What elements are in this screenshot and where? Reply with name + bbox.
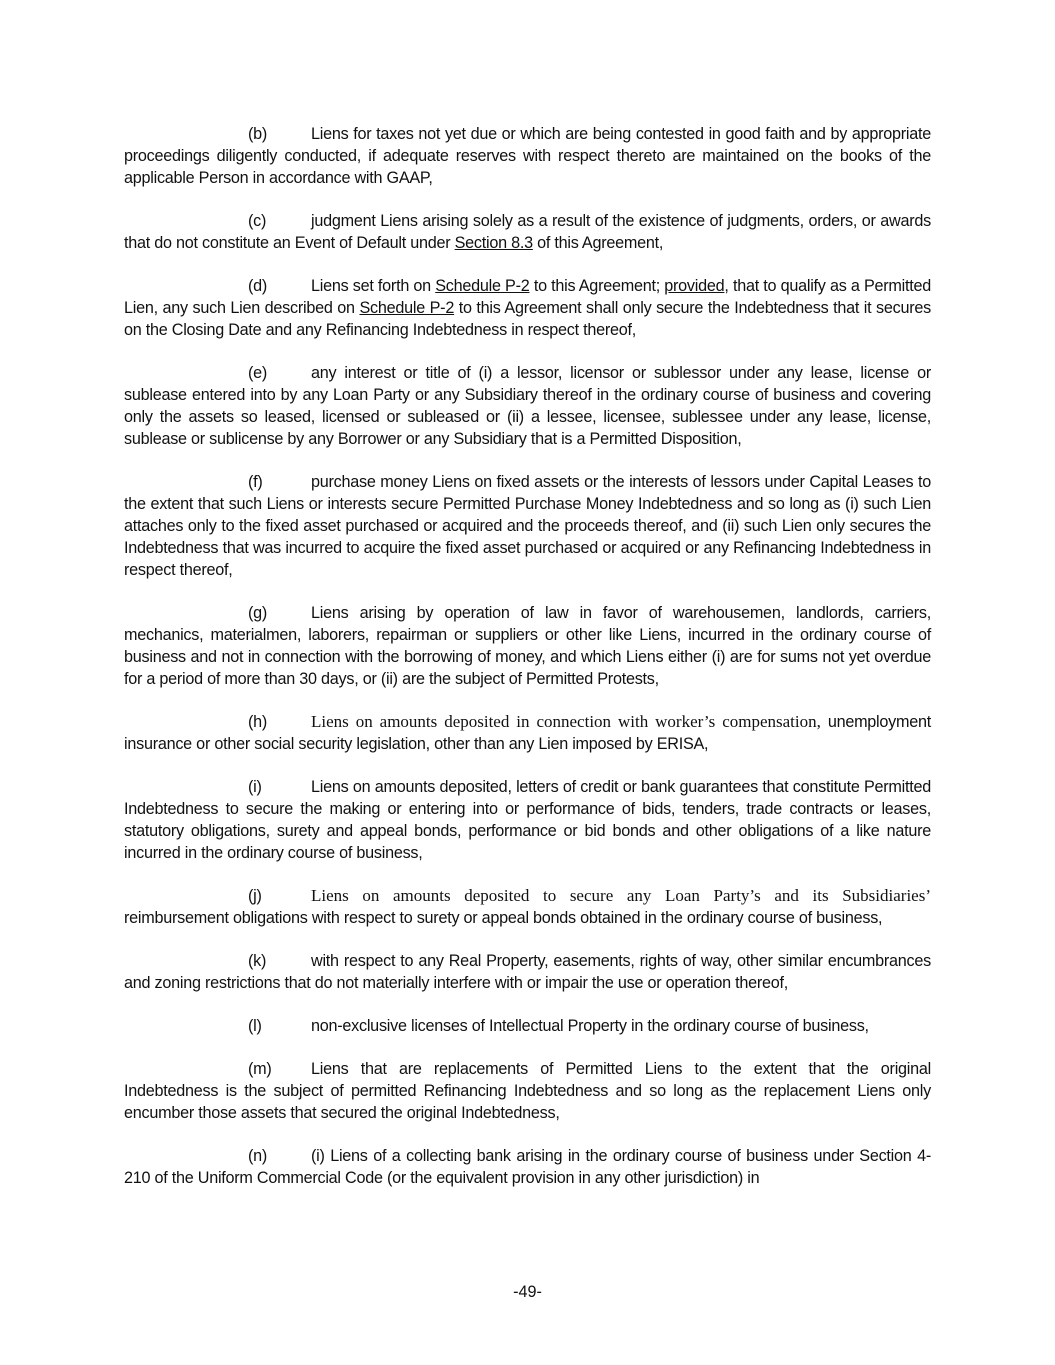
paragraph-m <box>124 1058 931 1124</box>
item-text: Liens arising by operation of law in favor of warehousemen, landlords, carriers, mechanics, materialmen, laborers, repairman or suppliers or other like Liens, incurred in the ordinary course of business and not in connection with the borrowing of money, and which Liens either (i) are for sums not yet overdue for a period of more than 30 days, or (ii) are the subject of Permitted Protests, <box>124 604 931 688</box>
item-label: (k) <box>248 952 267 970</box>
item-text: unemployment insurance or other social security legislation, other than any Lien imposed by ERISA, <box>124 713 931 753</box>
item-label: (i) <box>248 778 262 796</box>
paragraph-d <box>124 275 931 341</box>
item-label: (d) <box>248 277 268 295</box>
item-text: Liens for taxes not yet due or which are being contested in good faith and by appropriate proceedings diligently conducted, if adequate reserves with respect thereto are maintained on the books of the applicable Person in accordance with GAAP, <box>124 125 931 187</box>
item-label: (f) <box>248 473 263 491</box>
item-text-lead: Liens on amounts deposited in connection with worker’s compensation, <box>311 712 821 731</box>
paragraph-e <box>124 362 931 450</box>
item-label: (e) <box>248 364 268 382</box>
paragraph-n <box>124 1145 931 1189</box>
item-text: reimbursement obligations with respect to surety or appeal bonds obtained in the ordinary course of business, <box>124 909 883 927</box>
item-text: to this Agreement shall only secure the Indebtedness that it secures on the Closing Date and any Refinancing Indebtedness in respect thereof, <box>124 299 931 339</box>
item-text: of this Agreement, <box>532 234 664 252</box>
item-text: Liens on amounts deposited, letters of credit or bank guarantees that constitute Permitted Indebtedness to secure the making or entering into or performance of bids, tenders, trade contracts or leases, statutory obligations, surety and appeal bonds, performance or bid bonds and other obligations of a like nature incurred in the ordinary course of business, <box>124 778 931 862</box>
paragraph-i <box>124 776 931 864</box>
item-text: , that to qualify as a Permitted Lien, any such Lien described on <box>124 277 931 317</box>
paragraph-l <box>124 1015 931 1037</box>
item-text: to this Agreement; <box>529 277 665 295</box>
paragraph-c <box>124 210 931 254</box>
item-text: non-exclusive licenses of Intellectual Property in the ordinary course of business, <box>311 1017 869 1035</box>
item-label: (m) <box>248 1060 272 1078</box>
item-text: judgment Liens arising solely as a result of the existence of judgments, orders, or awards that do not constitute an Event of Default under <box>124 212 931 252</box>
item-label: (b) <box>248 125 268 143</box>
item-text: purchase money Liens on fixed assets or the interests of lessors under Capital Leases to the extent that such Liens or interests secure Permitted Purchase Money Indebtedness and so long as (i) such Lien attaches only to the fixed asset purchased or acquired and the proceeds thereof, and (ii) such Lien only secures the Indebtedness that was incurred to acquire the fixed asset purchased or acquired or any Refinancing Indebtedness in respect thereof, <box>124 473 931 579</box>
paragraph-g <box>124 602 931 690</box>
item-label: (g) <box>248 604 268 622</box>
item-text: Liens set forth on <box>311 277 436 295</box>
section-reference-link: Section 8.3 <box>454 234 533 252</box>
schedule-reference-link: Schedule P-2 <box>359 299 455 317</box>
item-label: (l) <box>248 1017 262 1035</box>
item-label: (j) <box>248 887 262 905</box>
item-label: (n) <box>248 1147 268 1165</box>
item-text: Liens that are replacements of Permitted Liens to the extent that the original Indebtedness is the subject of permitted Refinancing Indebtedness and so long as the replacement Liens only encumber those assets that secured the original Indebtedness, <box>124 1060 931 1122</box>
paragraph-k <box>124 950 931 994</box>
document-body <box>124 123 931 1189</box>
paragraph-f <box>124 471 931 581</box>
paragraph-b <box>124 123 931 189</box>
item-text-lead: Liens on amounts deposited to secure any Loan Party’s and its Subsidiaries’ <box>311 886 931 905</box>
item-text: any interest or title of (i) a lessor, licensor or sublessor under any lease, license or sublease entered into by any Loan Party or any Subsidiary thereof in the ordinary course of business and covering only the assets so leased, licensed or subleased or (ii) a lessee, licensee, sublessee under any lease, license, sublease or sublicense by any Borrower or any Subsidiary that is a Permitted Disposition, <box>124 364 931 448</box>
item-text: with respect to any Real Property, easements, rights of way, other similar encumbrances and zoning restrictions that do not materially interfere with or impair the use or operation thereof, <box>124 952 931 992</box>
item-text: (i) Liens of a collecting bank arising in the ordinary course of business under Section 4-210 of the Uniform Commercial Code (or the equivalent provision in any other jurisdiction) in <box>124 1147 931 1187</box>
paragraph-j <box>124 885 931 929</box>
item-label: (c) <box>248 212 267 230</box>
schedule-reference-link: Schedule P-2 <box>435 277 530 295</box>
item-label: (h) <box>248 713 268 731</box>
provided-term: provided <box>664 277 725 295</box>
paragraph-h <box>124 711 931 755</box>
page-number: -49- <box>513 1283 542 1301</box>
